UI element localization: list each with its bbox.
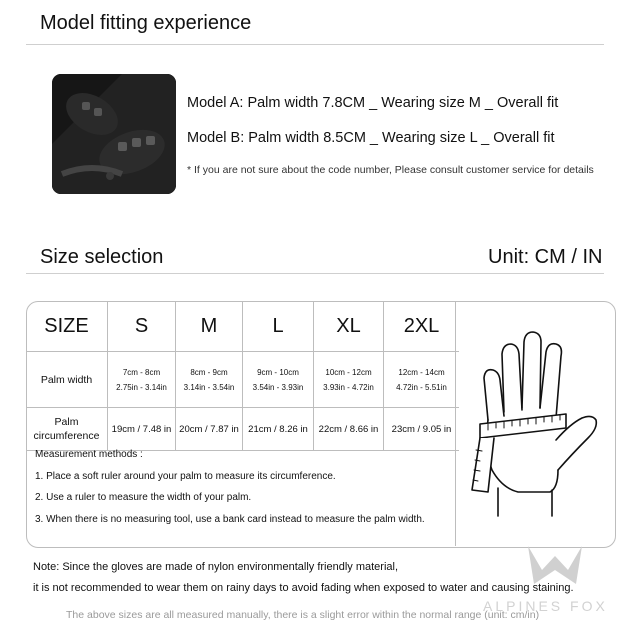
brand-logo [520,540,590,596]
size-m: M [176,301,243,352]
model-photo [52,74,176,194]
method-step: 1. Place a soft ruler around your palm to measure its circumference. [35,471,336,482]
size-s: S [108,301,176,352]
size-l: L [243,301,314,352]
size-selection-title: Size selection [40,246,164,268]
table-cell [314,352,384,408]
method-step: 3. When there is no measuring tool, use a bank card instead to measure the palm width. [35,514,425,525]
size-2xl: 2XL [384,301,460,352]
table-row [26,408,459,451]
table-row [26,352,459,408]
table-cell: 23cm / 9.05 in [384,408,460,451]
note-line-3: The above sizes are all measured manually, there is a slight error within the normal range (unit: cm/in) [66,609,540,621]
divider [26,273,604,274]
size-header: SIZE [26,301,108,352]
fitting-title: Model fitting experience [40,12,252,34]
hand-measure-illustration [458,320,610,520]
label-line: circumference [33,430,100,442]
cell-cm: 7cm - 8cm [122,367,161,377]
palm-width-label: Palm width [26,352,108,408]
cell-in: 3.93in - 4.72in [323,382,374,392]
cell-cm: 10cm - 12cm [325,367,372,377]
palm-circumference-label [26,408,108,451]
cell-in: 2.75in - 3.14in [116,382,167,392]
table-cell [108,352,176,408]
table-cell [384,352,460,408]
note-line-2: it is not recommended to wear them on rainy days to avoid fading when exposed to water and causing staining. [33,582,574,594]
unit-label: Unit: CM / IN [488,246,603,268]
divider [26,44,604,45]
method-step: 2. Use a ruler to measure the width of your palm. [35,492,252,503]
cell-in: 4.72in - 5.51in [396,382,447,392]
cell-in: 3.14in - 3.54in [183,382,235,392]
cell-cm: 9cm - 10cm [257,367,299,377]
model-b-text: Model B: Palm width 8.5CM _ Wearing size L _ Overall fit [187,130,555,146]
disclaimer-text: * If you are not sure about the code number, Please consult customer service for details [187,164,594,176]
size-table [26,301,459,451]
table-cell [243,352,314,408]
cell-cm: 12cm - 14cm [398,367,445,377]
table-cell [176,352,243,408]
table-cell: 19cm / 7.48 in [108,408,176,451]
size-xl: XL [314,301,384,352]
table-cell: 21cm / 8.26 in [243,408,314,451]
note-line-1: Note: Since the gloves are made of nylon environmentally friendly material, [33,561,399,573]
cell-cm: 8cm - 9cm [190,367,228,377]
table-cell: 20cm / 7.87 in [176,408,243,451]
methods-title: Measurement methods : [35,449,143,460]
label-line: Palm [54,416,79,428]
cell-in: 3.54in - 3.93in [252,382,304,392]
table-header-row [26,301,459,352]
brand-wordmark: ALPINES FOX [483,598,608,614]
divider [455,302,456,546]
model-a-text: Model A: Palm width 7.8CM _ Wearing size M _ Overall fit [187,95,559,111]
table-cell: 22cm / 8.66 in [314,408,384,451]
